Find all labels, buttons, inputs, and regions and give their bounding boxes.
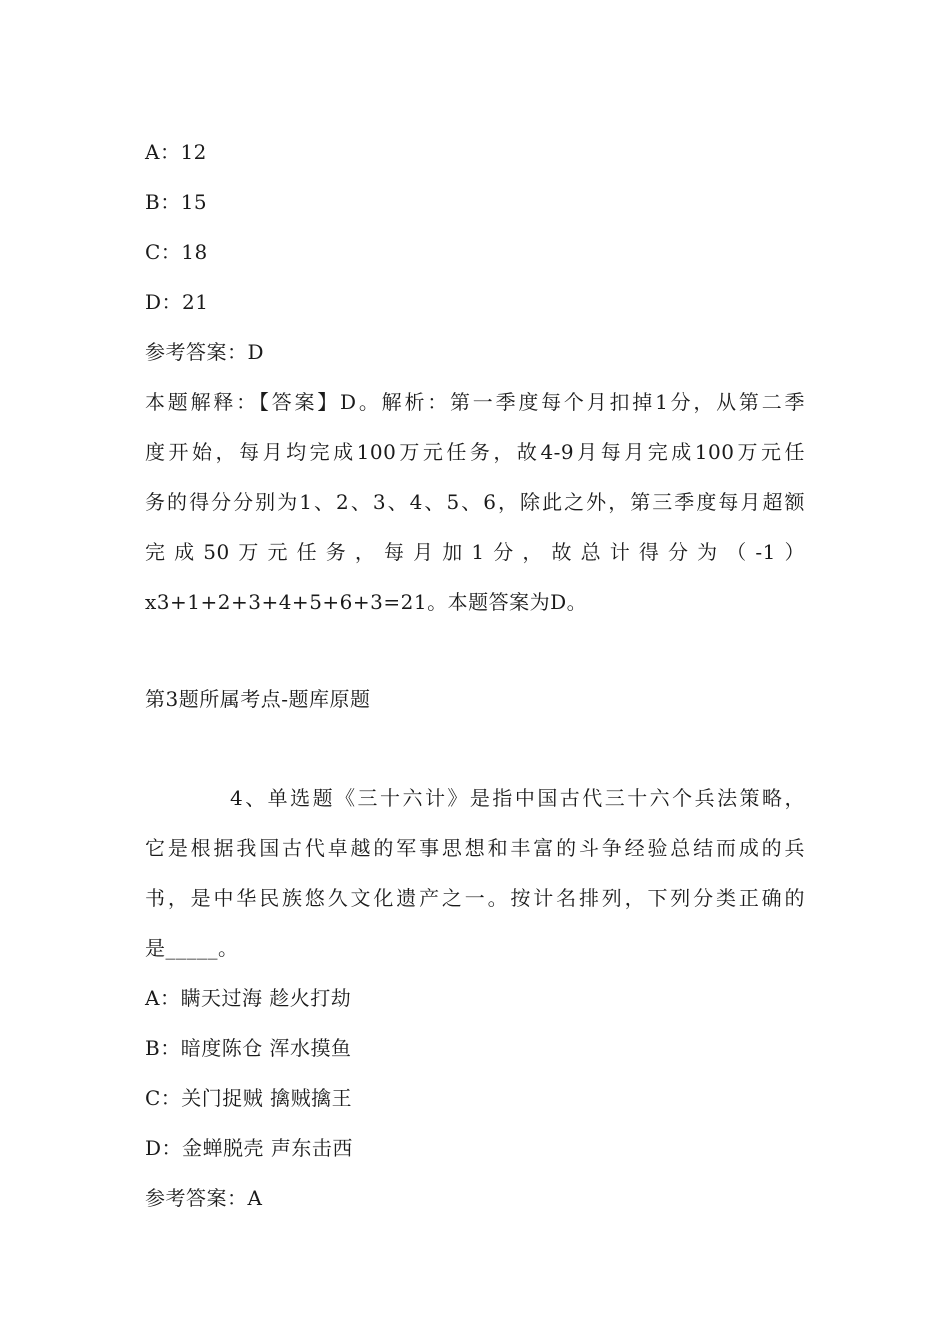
q3-topic: 第3题所属考点-题库原题 bbox=[145, 687, 371, 711]
q4-option-a: A：瞒天过海 趁火打劫 bbox=[145, 986, 352, 1010]
q3-explanation-line-3: 务的得分分别为1、2、3、4、5、6，除此之外，第三季度每月超额 bbox=[145, 490, 805, 514]
q4-answer: 参考答案：A bbox=[145, 1186, 263, 1210]
q4-option-c: C：关门捉贼 擒贼擒王 bbox=[145, 1086, 353, 1110]
q3-option-d: D：21 bbox=[145, 290, 209, 314]
q4-option-b: B：暗度陈仓 浑水摸鱼 bbox=[145, 1036, 352, 1060]
q4-question-line-1: 4、单选题《三十六计》是指中国古代三十六个兵法策略， bbox=[230, 786, 805, 810]
q4-option-d: D：金蝉脱壳 声东击西 bbox=[145, 1136, 353, 1160]
q3-explanation-line-2: 度开始，每月均完成100万元任务，故4-9月每月完成100万元任 bbox=[145, 440, 805, 464]
q4-question-line-2: 它是根据我国古代卓越的军事思想和丰富的斗争经验总结而成的兵 bbox=[145, 836, 805, 860]
q4-question-line-4: 是_____。 bbox=[145, 936, 239, 960]
q3-explanation-line-4: 完成50万元任务，每月加1分，故总计得分为（-1） bbox=[145, 540, 805, 564]
q3-answer: 参考答案：D bbox=[145, 340, 265, 364]
q3-explanation-line-1: 本题解释：【答案】D。解析：第一季度每个月扣掉1分，从第二季 bbox=[145, 390, 805, 414]
q3-explanation-line-5: x3+1+2+3+4+5+6+3=21。本题答案为D。 bbox=[145, 590, 588, 614]
q3-option-a: A：12 bbox=[145, 140, 207, 164]
q3-option-b: B：15 bbox=[145, 190, 208, 214]
q3-option-c: C：18 bbox=[145, 240, 208, 264]
q4-question-line-3: 书，是中华民族悠久文化遗产之一。按计名排列，下列分类正确的 bbox=[145, 886, 805, 910]
